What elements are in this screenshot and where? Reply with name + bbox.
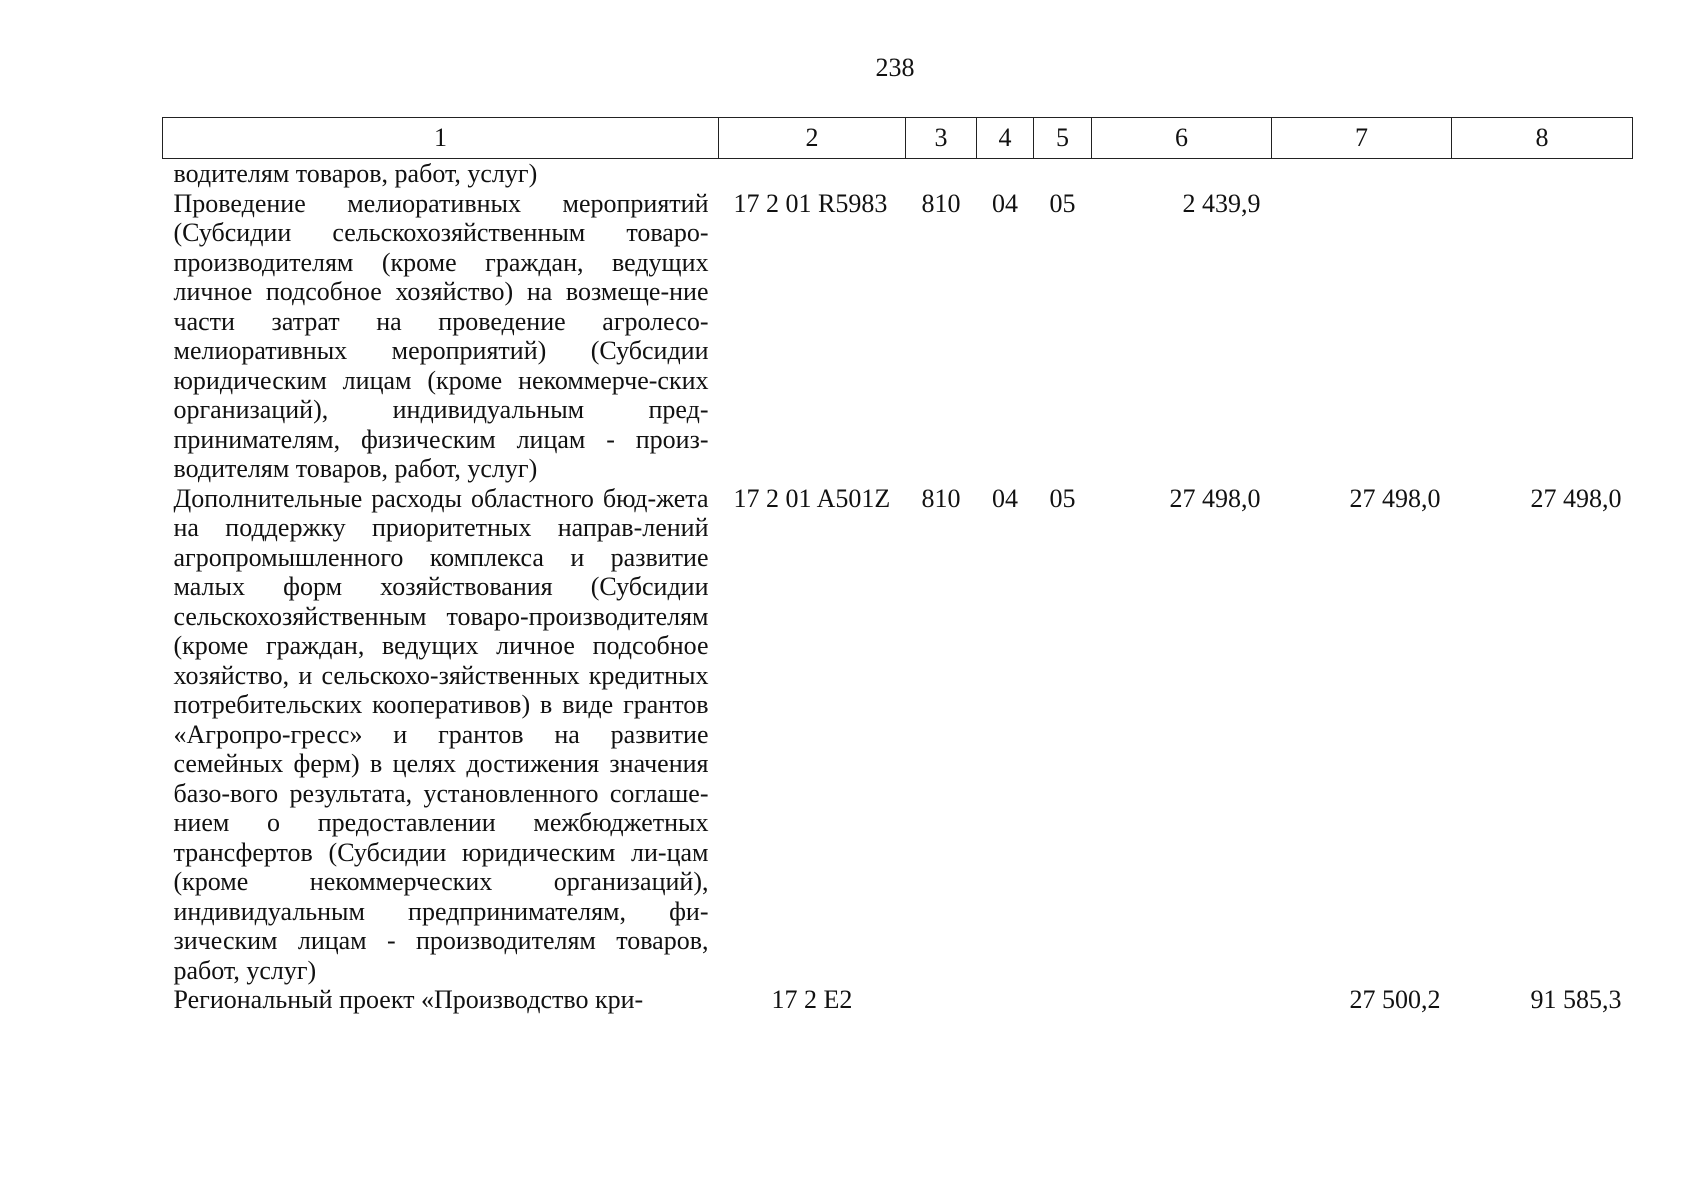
header-row (163, 118, 1633, 159)
header-col-1: 1 (163, 118, 719, 159)
row-description: Региональный проект «Производство кри- (173, 985, 644, 1014)
budget-table (162, 117, 1633, 1015)
row-col4 (977, 985, 1034, 1015)
continuation-row (163, 159, 1633, 189)
row-col5: 05 (1049, 483, 1076, 513)
table-row (163, 985, 1633, 1015)
row-col7 (1272, 189, 1452, 484)
row-description: Проведение мелиоративных мероприятий (Субсидии сельскохозяйственным товаро-производителям (кроме граждан, ведущих личное подсобное хозяйство) на возмеще-ние части затрат на проведение агролесо-мелиоративных мероприятий) (Субсидии юридическим лицам (кроме некоммерче-ских организаций), индивидуальным пред-принимателям, физическим лицам - произ-водителям товаров, работ, услуг) (173, 188, 709, 483)
row-code: 17 2 01 A501Z (733, 483, 891, 513)
row-col6: 2 439,9 (1182, 188, 1261, 218)
header-col-5: 5 (1034, 118, 1092, 159)
row-col5: 05 (1049, 188, 1076, 218)
row-col8 (1452, 189, 1633, 484)
row-col8: 27 498,0 (1530, 483, 1622, 513)
header-col-8: 8 (1452, 118, 1633, 159)
row-col3 (906, 985, 977, 1015)
row-description: Дополнительные расходы областного бюд-жета на поддержку приоритетных направ-лений агропромышленного комплекса и развитие малых форм хозяйствования (Субсидии сельскохозяйственным товаро-производителям (кроме граждан, ведущих личное подсобное хозяйство, и сельскохо-зяйственных кредитных потребительских кооперативов) в виде грантов «Агропро-гресс» и грантов на развитие семейных ферм) в целях достижения значения базо-вого результата, установленного соглаше-нием о предоставлении межбюджетных трансфертов (Субсидии юридическим ли-цам (кроме некоммерческих организаций), индивидуальным предпринимателям, фи-зическим лицам - производителям товаров, работ, услуг) (173, 483, 709, 985)
header-col-4: 4 (977, 118, 1034, 159)
table-row (163, 189, 1633, 484)
row-code: 17 2 E2 (771, 985, 853, 1014)
row-col3: 810 (921, 483, 961, 513)
row-col3: 810 (921, 188, 961, 218)
header-col-2: 2 (719, 118, 906, 159)
page-number: 238 (875, 53, 915, 82)
row-col5 (1034, 985, 1092, 1015)
header-col-6: 6 (1092, 118, 1272, 159)
header-col-7: 7 (1272, 118, 1452, 159)
continuation-text: водителям товаров, работ, услуг) (173, 159, 538, 188)
table-row (163, 484, 1633, 986)
row-col7: 27 500,2 (1349, 985, 1441, 1014)
row-col4: 04 (992, 483, 1018, 513)
row-col4: 04 (992, 188, 1018, 218)
row-col7: 27 498,0 (1349, 483, 1441, 513)
row-col8: 91 585,3 (1530, 985, 1622, 1014)
row-code: 17 2 01 R5983 (733, 188, 888, 218)
row-col6 (1092, 985, 1272, 1015)
row-col6: 27 498,0 (1169, 483, 1261, 513)
header-col-3: 3 (906, 118, 977, 159)
